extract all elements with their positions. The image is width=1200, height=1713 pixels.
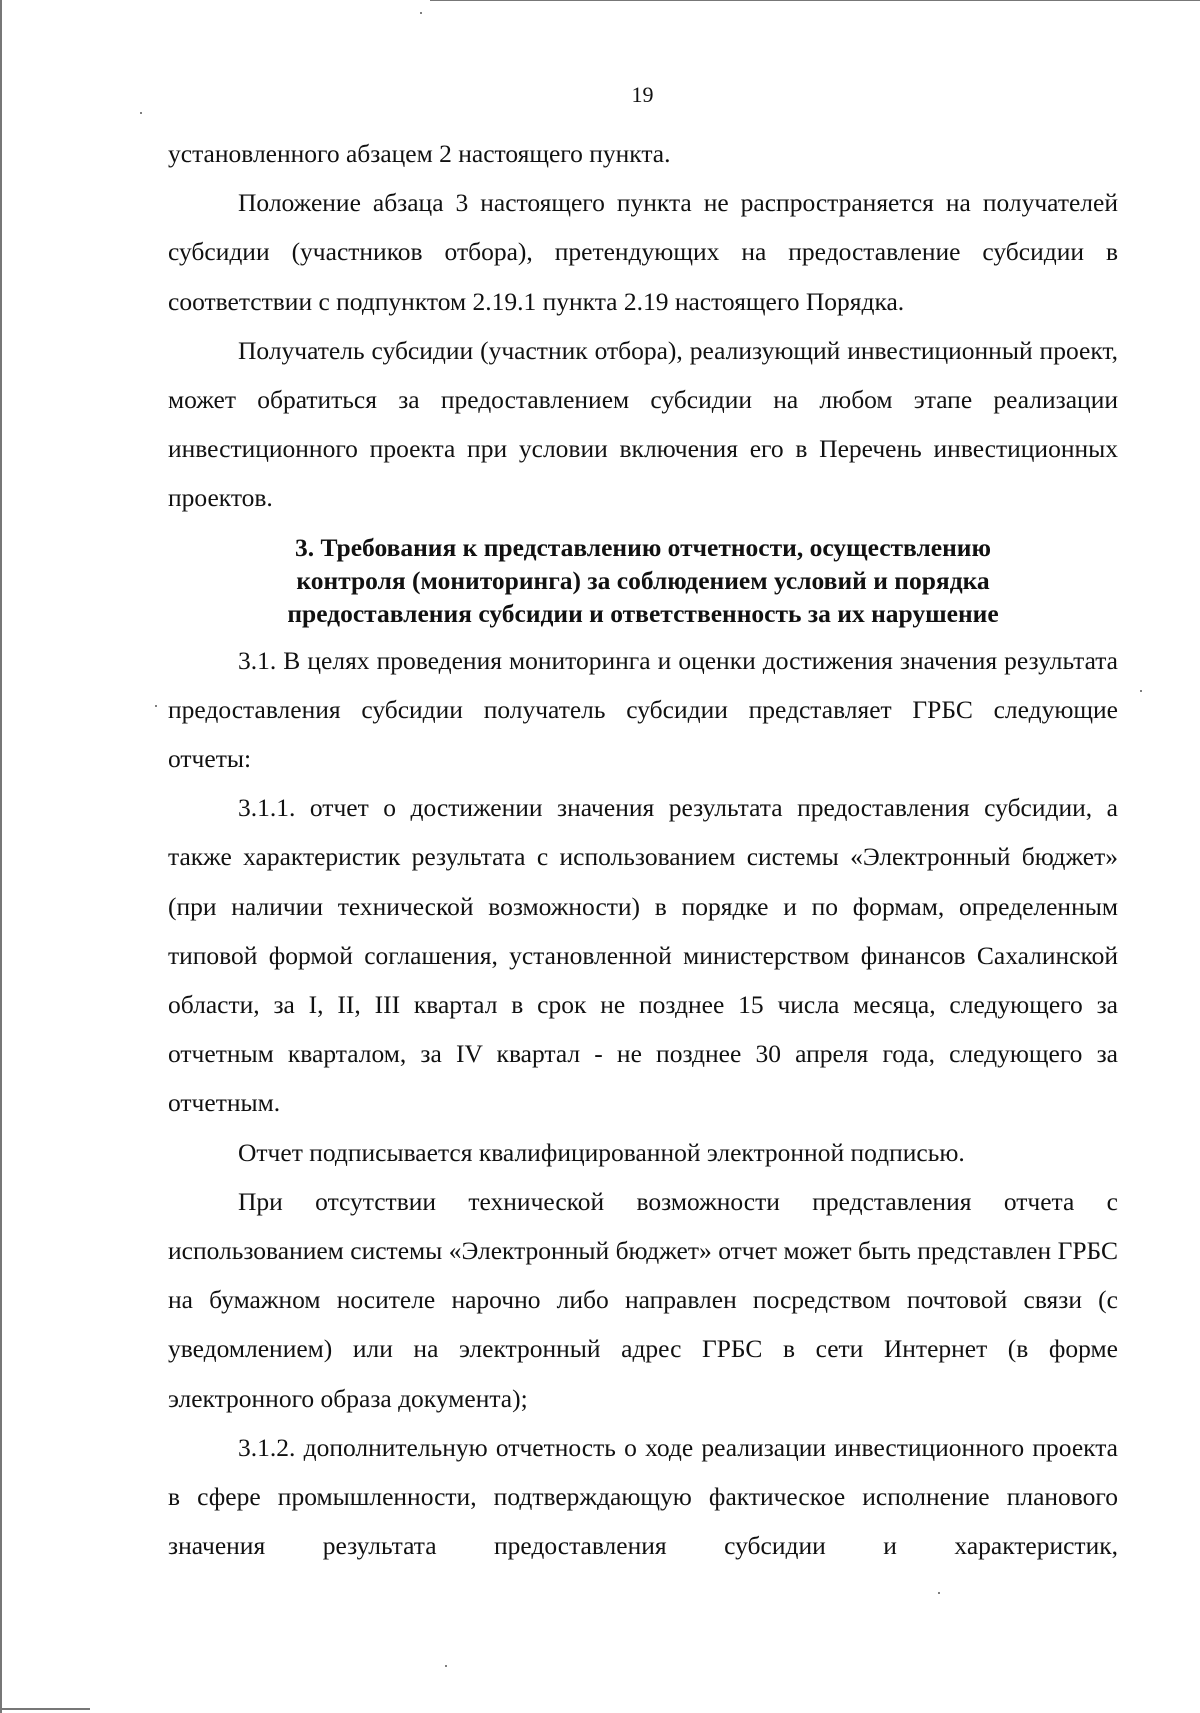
document-body xyxy=(168,129,1118,1570)
paragraph: Положение абзаца 3 настоящего пункта не распространяется на получателей субсидии (участников отбора), претендующих на предоставление субсидии в соответствии с подпунктом 2.19.1 пункта 2.19 настоящего Порядка. xyxy=(168,188,1118,316)
paragraph: Получатель субсидии (участник отбора), реализующий инвестиционный проект, может обратиться за предоставлением субсидии на любом этапе реализации инвестиционного проекта при условии включения его в Перечень инвестиционных проектов. xyxy=(168,335,1118,513)
scan-edge-left xyxy=(0,0,2,1713)
paragraph: 3.1.1. отчет о достижении значения результата предоставления субсидии, а также характеристик результата с использованием системы «Электронный бюджет» (при наличии технической возможности) в порядке и по формам, определенным типовой формой соглашения, установленной министерством финансов Сахалинской области, за I, II, III квартал в срок не позднее 15 числа месяца, следующего за отчетным кварталом, за IV квартал - не позднее 30 апреля года, следующего за отчетным. xyxy=(168,793,1118,1118)
scan-speck xyxy=(1140,690,1142,692)
paragraph: 3.1.2. дополнительную отчетность о ходе реализации инвестиционного проекта в сфере промышленности, подтверждающую фактическое исполнение планового значения результата предоставления субсидии и характеристик, xyxy=(168,1432,1118,1561)
scan-edge-bottom xyxy=(0,1708,90,1710)
scan-speck xyxy=(938,1592,940,1594)
paragraph: Отчет подписывается квалифицированной электронной подписью. xyxy=(238,1137,965,1167)
scan-speck xyxy=(155,705,157,707)
paragraph: 3.1. В целях проведения мониторинга и оценки достижения значения результата предоставления субсидии получатель субсидии представляет ГРБС следующие отчеты: xyxy=(168,645,1118,774)
section-heading-line: 3. Требования к представлению отчетности, осуществлению xyxy=(295,532,991,562)
page-number: 19 xyxy=(631,82,654,107)
paragraph: При отсутствии технической возможности представления отчета с использованием системы «Электронный бюджет» отчет может быть представлен ГРБС на бумажном носителе нарочно либо направлен посредством почтовой связи (с уведомлением) или на электронный адрес ГРБС в сети Интернет (в форме электронного образа документа); xyxy=(168,1186,1118,1413)
section-heading-line: контроля (мониторинга) за соблюдением условий и порядка xyxy=(296,565,990,595)
scan-speck xyxy=(140,112,142,114)
paragraph-continuation: установленного абзацем 2 настоящего пункта. xyxy=(168,139,671,168)
scan-edge-top xyxy=(430,0,1200,1)
section-heading xyxy=(168,531,1118,630)
section-heading-line: предоставления субсидии и ответственность за их нарушение xyxy=(287,598,999,628)
scan-speck xyxy=(445,1665,447,1667)
scan-speck xyxy=(420,12,422,14)
